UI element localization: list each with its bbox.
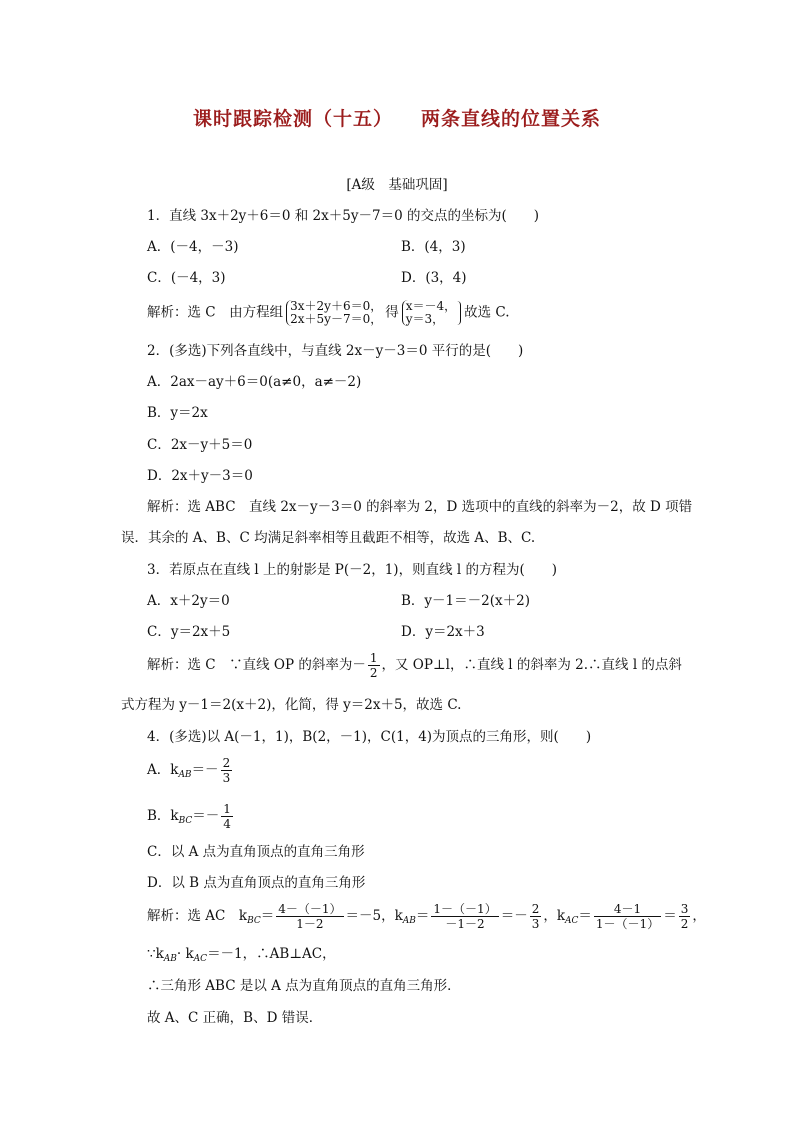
q4-sol-frac3 xyxy=(530,902,542,931)
q4-sol-f4-den: 1－（－1） xyxy=(595,917,660,931)
q4-sol-f5-num: 3 xyxy=(680,902,689,916)
q4-sol-r2b: ，k xyxy=(543,908,566,924)
q2-option-a: A．2ax－ay＋6＝0(a≠0，a≠－2) xyxy=(147,374,362,390)
q2-option-c: C．2x－y＋5＝0 xyxy=(147,437,253,453)
q1-option-d: D．(3，4) xyxy=(401,270,467,286)
q4-sol-f2-den: －1－2 xyxy=(431,916,498,931)
q4-sol-sub1: BC xyxy=(247,916,261,926)
q4-sol-end: ， xyxy=(692,908,706,924)
q2-stem: 2．(多选)下列各直线中，与直线 2x－y－3＝0 平行的是( ) xyxy=(147,343,524,359)
q4-sol-frac4 xyxy=(594,902,661,931)
q3-stem: 3．若原点在直线 l 上的射影是 P(－2，1)，则直线 l 的方程为( ) xyxy=(147,562,558,578)
q4-l2-sub2: AC xyxy=(193,954,208,964)
q1-option-b: B．(4，3) xyxy=(401,239,466,255)
q1-sys-eq1: 3x＋2y＋6＝0， xyxy=(290,299,383,313)
q4-b-sub: BC xyxy=(178,816,193,826)
q1-equation-system xyxy=(286,300,382,326)
q1-sol-mid: 得 xyxy=(385,304,399,321)
q4-sol-r3: ＝ xyxy=(663,908,677,924)
q4-b-num: 1 xyxy=(223,802,231,816)
q4-a-sub: AB xyxy=(178,770,192,780)
q4-sol-sub3: AC xyxy=(565,916,579,926)
q4-option-c: C．以 A 点为直角顶点的直角三角形 xyxy=(147,844,365,860)
q4-b-pre: B．k xyxy=(147,808,179,824)
q4-solution-line3: ∴三角形 ABC 是以 A 点为直角顶点的直角三角形． xyxy=(147,978,461,994)
q4-a-fraction xyxy=(221,756,233,785)
q1-solution xyxy=(147,300,510,326)
q4-solution-line4: 故 A、C 正确，B、D 错误． xyxy=(147,1010,323,1026)
q4-stem: 4．(多选)以 A(－1，1)，B(2，－1)，C(1，4)为顶点的三角形，则( ) xyxy=(147,729,592,745)
q4-sol-sub2: AB xyxy=(402,916,416,926)
q1-option-a: A．(－4，－3) xyxy=(147,239,239,255)
q4-sol-frac2 xyxy=(431,902,498,931)
q1-result-system xyxy=(402,300,456,326)
q4-sol-r1: ＝－5，k xyxy=(345,908,403,924)
q4-b-fraction xyxy=(221,802,233,831)
q4-sol-f1-den: 1－2 xyxy=(276,916,343,931)
q4-solution-line1: 解析：选 AC $k_{BC}=$ $\frac{4-(-1)}{1-2}$ ＝－5，$k_{AB}=$ $\frac{1-(-1)}{-1-2}$ ＝－ $\frac{2}{3}$ ，$k_{AC}=$ $\frac{4-1}{1-(-1)}$ ＝ $\frac{3}{2}$ ， xyxy=(147,902,706,931)
q3-sol1-post: ，又 OP⊥l，∴直线 l 的斜率为 2.∴直线 l 的点斜 xyxy=(381,657,682,673)
q3-option-c: C．y＝2x＋5 xyxy=(147,624,231,640)
q1-result-brace xyxy=(457,301,461,325)
q3-sol1-pre: 解析：选 C ∵直线 OP 的斜率为－ xyxy=(147,657,366,673)
q4-option-d: D．以 B 点为直角顶点的直角三角形 xyxy=(147,875,366,891)
q3-half-den: 2 xyxy=(369,666,378,680)
q3-option-d: D．y＝2x＋3 xyxy=(401,624,485,640)
q4-option-a xyxy=(147,756,234,785)
q1-res-2: y＝3， xyxy=(405,312,445,326)
q4-sol-frac1 xyxy=(276,902,343,931)
q4-b-den: 4 xyxy=(223,817,231,831)
q4-a-eq: ＝－ xyxy=(191,762,219,778)
q4-sol-f1-num: 4－（－1） xyxy=(278,902,342,916)
q1-sys-eq2: 2x＋5y－7＝0， xyxy=(290,312,383,326)
q4-sol-f3-num: 2 xyxy=(531,902,540,916)
q3-half-fraction xyxy=(368,651,380,680)
q3-option-a: A．x＋2y＝0 xyxy=(147,593,230,609)
q1-option-c: C．(－4，3) xyxy=(147,270,226,286)
q4-sol-pre: 解析：选 AC k xyxy=(147,908,248,924)
q4-l2-pre: ∵k xyxy=(147,946,164,962)
q3-option-b: B．y－1＝－2(x＋2) xyxy=(401,593,530,609)
q4-b-eq: ＝－ xyxy=(192,808,220,824)
q4-sol-f4-num: 4－1 xyxy=(613,902,642,916)
q4-sol-frac5 xyxy=(679,902,691,931)
q4-solution-line2 xyxy=(147,945,336,968)
q2-option-b: B．y＝2x xyxy=(147,405,208,421)
q1-res-1: x＝－4， xyxy=(405,299,457,313)
q4-a-pre: A．k xyxy=(147,762,179,778)
q3-solution-line2: 式方程为 y－1＝2(x＋2)，化简，得 y＝2x＋5，故选 C. xyxy=(121,697,462,713)
title-main: 课时跟踪检测（十五） xyxy=(192,108,393,130)
q4-sol-f5-den: 2 xyxy=(680,917,689,931)
q4-l2-post: ＝－1，∴AB⊥AC， xyxy=(207,946,336,962)
q3-half-num: 1 xyxy=(369,651,378,665)
q1-sol-pre: 解析：选 C 由方程组 xyxy=(147,304,284,321)
q3-solution-line1 xyxy=(147,651,682,680)
section-heading: [A级 基础巩固] xyxy=(346,177,448,193)
page-title xyxy=(0,104,794,131)
q2-option-d: D．2x＋y－3＝0 xyxy=(147,468,253,484)
q2-solution-line1: 解析：选 ABC 直线 2x－y－3＝0 的斜率为 2，D 选项中的直线的斜率为－2，故 D 项错 xyxy=(147,499,693,515)
q4-sol-f3-den: 3 xyxy=(531,917,540,931)
q4-a-den: 3 xyxy=(222,771,231,785)
q4-a-num: 2 xyxy=(222,756,231,770)
q4-l2-sub1: AB xyxy=(163,954,177,964)
q4-option-b xyxy=(147,802,235,831)
q1-stem: 1．直线 3x＋2y＋6＝0 和 2x＋5y－7＝0 的交点的坐标为( ) xyxy=(147,208,539,224)
q4-sol-f2-num: 1－（－1） xyxy=(433,902,497,916)
q2-solution-line2: 误．其余的 A、B、C 均满足斜率相等且截距不相等，故选 A、B、C. xyxy=(121,530,536,546)
q1-sol-post: 故选 C. xyxy=(464,304,510,321)
q4-sol-r2a: ＝－ xyxy=(500,908,528,924)
title-sub: 两条直线的位置关系 xyxy=(421,108,602,130)
q4-l2-mid: · k xyxy=(176,946,194,962)
